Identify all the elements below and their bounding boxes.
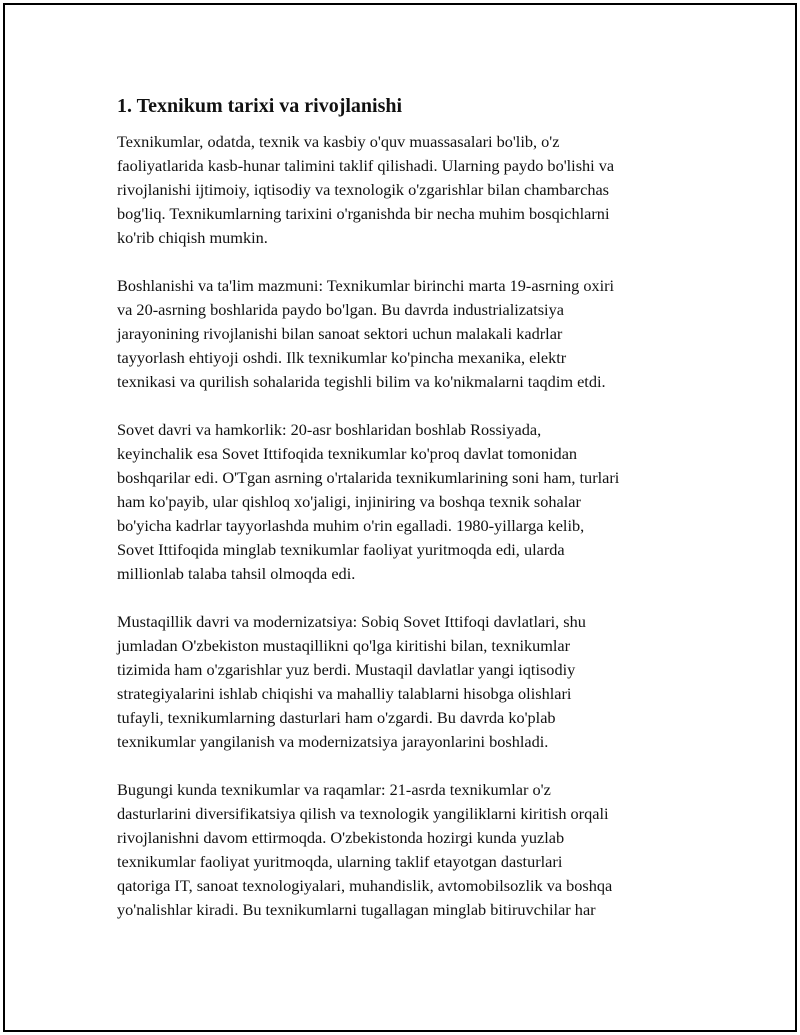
document-body (113, 92, 703, 946)
text-line: ham ko'payib, ular qishloq xo'jaligi, injiniring va boshqa texnik sohalar (117, 492, 581, 511)
paragraph-independence-period (117, 610, 703, 754)
text-line: va 20-asrning boshlarida paydo bo'lgan. Bu davrda industrializatsiya (117, 300, 564, 319)
paragraph-soviet-period (117, 418, 703, 586)
text-line: strategiyalarini ishlab chiqishi va mahalliy talablarni hisobga olishlari (117, 684, 572, 703)
paragraph-present-day (117, 778, 703, 922)
text-line: yo'nalishlar kiradi. Bu texnikumlarni tugallagan minglab bitiruvchilar har (117, 900, 596, 919)
text-line: rivojlanishi ijtimoiy, iqtisodiy va texnologik o'zgarishlar bilan chambarchas (117, 180, 610, 199)
text-line: jumladan O'zbekiston mustaqillikni qo'lga kiritishi bilan, texnikumlar (117, 636, 571, 655)
text-line: keyinchalik esa Sovet Ittifoqida texnikumlar ko'proq davlat tomonidan (117, 444, 578, 463)
text-line: Sovet davri va hamkorlik: 20-asr boshlaridan boshlab Rossiyada, (117, 420, 542, 439)
text-line: tizimida ham o'zgarishlar yuz berdi. Mustaqil davlatlar yangi iqtisodiy (117, 660, 576, 679)
text-line: texnikumlar faoliyat yuritmoqda, ularning taklif etayotgan dasturlari (117, 852, 563, 871)
document-heading: 1. Texnikum tarixi va rivojlanishi (117, 95, 403, 117)
text-line: texnikumlar yangilanish va modernizatsiya jarayonlarini boshladi. (117, 732, 549, 751)
text-line: millionlab talaba tahsil olmoqda edi. (117, 564, 356, 583)
text-line: bog'liq. Texnikumlarning tarixini o'rganishda bir necha muhim bosqichlarni (117, 204, 610, 223)
text-line: Texnikumlar, odatda, texnik va kasbiy o'quv muassasalari bo'lib, o'z (117, 132, 560, 151)
text-line: texnikasi va qurilish sohalarida tegishli bilim va ko'nikmalarni taqdim etdi. (117, 372, 606, 391)
text-line: faoliyatlarida kasb-hunar talimini taklif qilishadi. Ularning paydo bo'lishi va (117, 156, 615, 175)
text-line: ko'rib chiqish mumkin. (117, 228, 268, 247)
text-line: bo'yicha kadrlar tayyorlashda muhim o'rin egalladi. 1980-yillarga kelib, (117, 516, 585, 535)
text-line: Sovet Ittifoqida minglab texnikumlar faoliyat yuritmoqda edi, ularda (117, 540, 565, 559)
text-line: tufayli, texnikumlarning dasturlari ham o'zgardi. Bu davrda ko'plab (117, 708, 556, 727)
text-line: Bugungi kunda texnikumlar va raqamlar: 21-asrda texnikumlar o'z (117, 780, 551, 799)
text-line: qatoriga IT, sanoat texnologiyalari, muhandislik, avtomobilsozlik va boshqa (117, 876, 613, 895)
text-line: Boshlanishi va ta'lim mazmuni: Texnikumlar birinchi marta 19-asrning oxiri (117, 276, 615, 295)
paragraph-introduction (117, 130, 703, 250)
text-line: boshqarilar edi. O'Tgan asrning o'rtalarida texnikumlarining soni ham, turlari (117, 468, 620, 487)
text-line: dasturlarini diversifikatsiya qilish va texnologik yangiliklarni kiritish orqali (117, 804, 609, 823)
paragraph-beginning (117, 274, 703, 394)
text-line: jarayonining rivojlanishi bilan sanoat sektori uchun malakali kadrlar (117, 324, 563, 343)
text-line: rivojlanishni davom ettirmoqda. O'zbekistonda hozirgi kunda yuzlab (117, 828, 565, 847)
text-line: tayyorlash ehtiyoji oshdi. Ilk texnikumlar ko'pincha mexanika, elektr (117, 348, 567, 367)
text-line: Mustaqillik davri va modernizatsiya: Sobiq Sovet Ittifoqi davlatlari, shu (117, 612, 586, 631)
